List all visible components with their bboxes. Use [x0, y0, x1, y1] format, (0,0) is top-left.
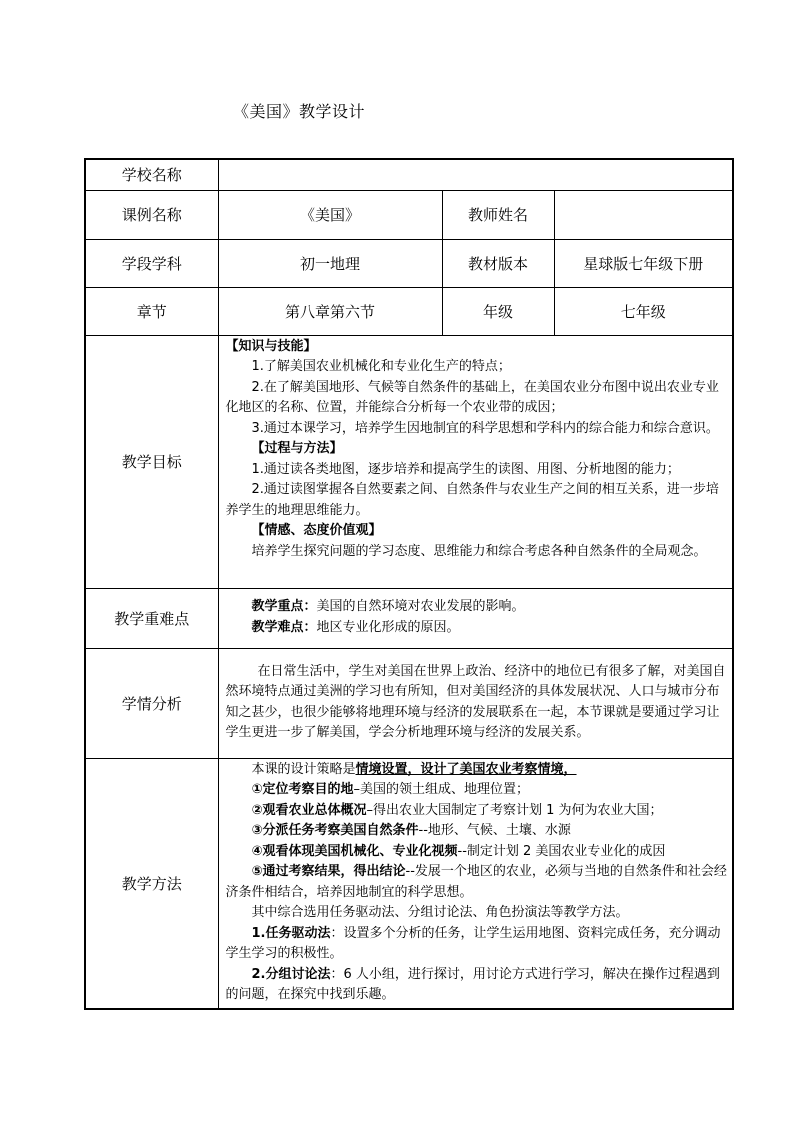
row-objectives: [85, 335, 733, 588]
focus-text: 美国的自然环境对农业发展的影响。: [316, 599, 525, 614]
difficulty-text: 地区专业化形成的原因。: [316, 619, 460, 635]
school-value: [218, 159, 733, 190]
objective-e1: 培养学生探究问题的学习态度、思维能力和综合考虑各种自然条件的全局观念。: [251, 543, 707, 559]
row-method: [85, 758, 733, 1009]
objectives-heading-emotion: 【情感、态度价值观】: [251, 523, 382, 538]
objective-p2: 2.通过读图掌握各自然要素之间、自然条件与农业生产之间的相互关系，进一步培养学生的地理思维能力。: [225, 482, 719, 518]
method-step2-text: –得出农业大国制定了考察计划 1 为何为农业大国；: [366, 802, 663, 818]
document-title: 《美国》教学设计: [233, 102, 366, 121]
objectives-label: 教学目标: [85, 335, 218, 588]
method-m2-text: ：6 人小组，进行探讨，用讨论方式进行学习，解决在操作过程遇到的问题，在探究中找到乐趣。: [225, 966, 720, 1002]
course-label: 课例名称: [85, 190, 218, 239]
grade-value: 七年级: [554, 287, 733, 335]
objectives-heading-knowledge: 【知识与技能】: [225, 338, 317, 354]
method-m2-bold: 2.分组讨论法: [251, 966, 331, 982]
subject-value: 初一地理: [218, 239, 442, 287]
method-m1-text: ：设置多个分析的任务，让学生运用地图、资料完成任务，充分调动学生学习的积极性。: [225, 925, 721, 961]
textbook-value: 星球版七年级下册: [554, 239, 733, 287]
teacher-label: 教师姓名: [442, 190, 554, 239]
textbook-label: 教材版本: [442, 239, 554, 287]
teacher-value: [554, 190, 733, 239]
row-course: [85, 190, 733, 239]
row-subject: [85, 239, 733, 287]
method-step3-text: --地形、气候、土壤、水源: [418, 823, 571, 838]
method-content: [218, 758, 733, 1009]
method-label: 教学方法: [85, 758, 218, 1009]
analysis-text: 在日常生活中，学生对美国在世界上政治、经济中的地位已有很多了解，对美国自然环境特点通过美洲的学习也有所知，但对美国经济的具体发展状况、人口与城市分布知之甚少，也很少能够将地理环境与经济的发展联系在一起，本节课就是要通过学习让学生更进一步了解美国，学会分析地理环境与经济的发展关系。: [225, 663, 726, 740]
method-step4-text: --制定计划 2 美国农业专业化的成因: [457, 843, 666, 859]
method-m1-bold: 1.任务驱动法: [251, 925, 331, 941]
chapter-label: 章节: [85, 287, 218, 335]
lesson-plan-table: [84, 158, 734, 1010]
row-school: [85, 159, 733, 190]
chapter-value: 第八章第六节: [218, 287, 442, 335]
row-keypoints: [85, 588, 733, 648]
subject-label: 学段学科: [85, 239, 218, 287]
method-combo: 其中综合选用任务驱动法、分组讨论法、角色扮演法等教学方法。: [251, 905, 629, 920]
analysis-content: [218, 648, 733, 758]
method-step1-bold: ①定位考察目的地: [251, 782, 354, 797]
method-step3-bold: ③分派任务考察美国自然条件: [251, 823, 419, 838]
difficulty-label: 教学难点：: [251, 619, 317, 635]
objective-k2: 2.在了解美国地形、气候等自然条件的基础上，在美国农业分布图中说出农业专业化地区的名称、位置，并能综合分析每一个农业带的成因；: [225, 379, 719, 415]
objectives-heading-process: 【过程与方法】: [251, 441, 343, 456]
course-value: 《美国》: [218, 190, 442, 239]
objective-p1: 1.通过读各类地图，逐步培养和提高学生的读图、用图、分析地图的能力；: [251, 461, 680, 477]
objective-k1: 1.了解美国农业机械化和专业化生产的特点；: [251, 359, 511, 374]
row-chapter: [85, 287, 733, 335]
focus-label: 教学重点：: [251, 599, 317, 614]
objectives-content: [218, 335, 733, 588]
analysis-label: 学情分析: [85, 648, 218, 758]
keypoints-content: [218, 588, 733, 648]
method-step5-text: --发展一个地区的农业，必须与当地的自然条件和社会经济条件相结合，培养因地制宜的科学思想。: [225, 864, 727, 900]
keypoints-label: 教学重难点: [85, 588, 218, 648]
method-step4-bold: ④观看体现美国机械化、专业化视频: [251, 843, 458, 859]
grade-label: 年级: [442, 287, 554, 335]
school-label: 学校名称: [85, 159, 218, 190]
method-intro-prefix: 本课的设计策略是: [251, 761, 356, 777]
objective-k3: 3.通过本课学习，培养学生因地制宜的科学思想和学科内的综合能力和综合意识。: [251, 420, 719, 436]
method-step2-bold: ②观看农业总体概况: [251, 802, 367, 818]
method-step5-bold: ⑤通过考察结果，得出结论: [251, 864, 406, 879]
method-intro-bold: 情境设置，设计了美国农业考察情境，: [355, 761, 577, 777]
method-step1-text: –美国的领土组成、地理位置；: [353, 782, 530, 797]
row-analysis: [85, 648, 733, 758]
